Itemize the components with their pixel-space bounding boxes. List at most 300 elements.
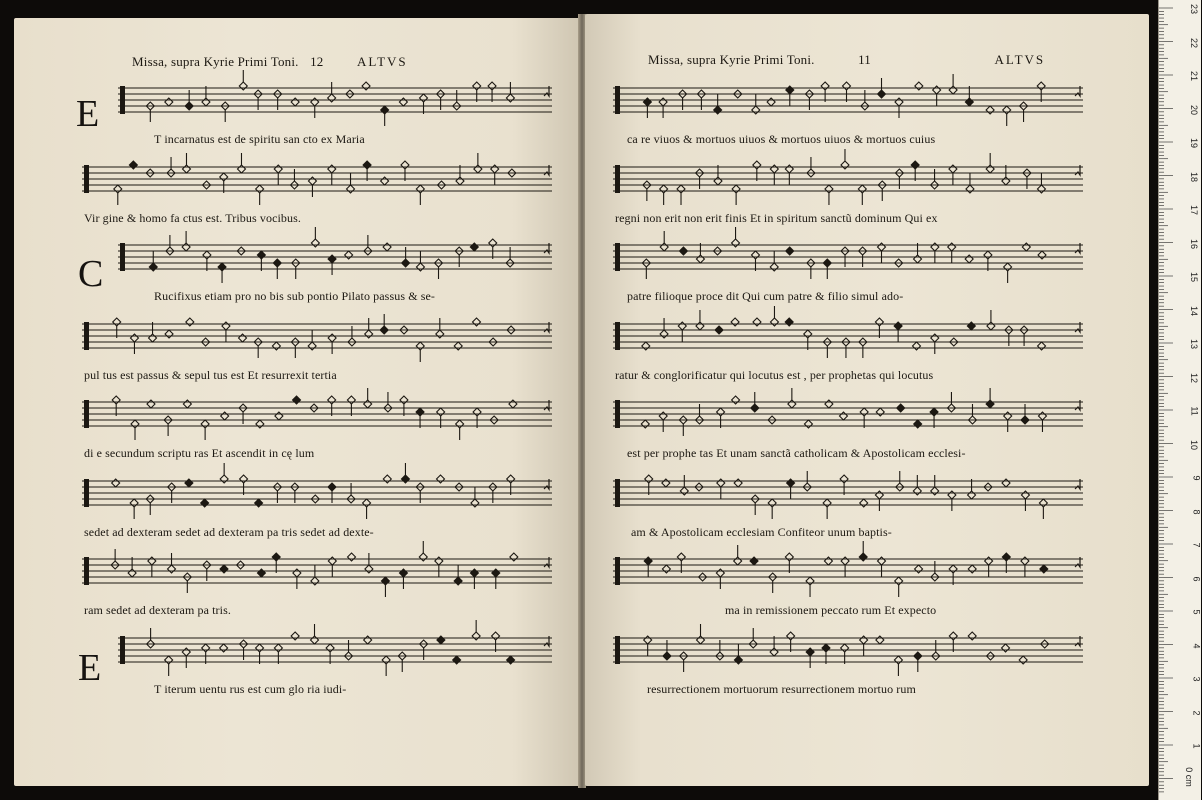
- staff-lines: [613, 626, 1083, 680]
- note-glyph: [732, 396, 740, 404]
- ruler-number: 16: [1188, 238, 1199, 249]
- note-glyph: [311, 98, 319, 118]
- note-glyph: [1022, 243, 1030, 251]
- note-glyph: [308, 177, 316, 197]
- note-glyph: [804, 330, 812, 350]
- note-glyph: [644, 557, 652, 577]
- lyric-line: Rucifixus etiam pro no bis sub pontio Pilato passus & se-: [154, 289, 436, 303]
- note-glyph: [986, 106, 994, 114]
- note-glyph: [272, 342, 280, 350]
- staff-lines: [613, 76, 1083, 130]
- note-glyph: [240, 475, 248, 495]
- note-glyph: [454, 342, 462, 350]
- note-glyph: [383, 475, 391, 483]
- note-glyph: [202, 86, 210, 106]
- note-glyph: [381, 577, 389, 597]
- note-glyph: [239, 70, 247, 90]
- note-glyph: [841, 644, 849, 664]
- lyric-line: pul tus est passus & sepul tus est Et resurrexit tertia: [84, 367, 337, 382]
- note-glyph: [715, 326, 723, 334]
- note-glyph: [220, 463, 228, 483]
- lyric-line: di e secundum scriptu ras Et ascendit in cę lum: [84, 446, 315, 460]
- ruler-number: 18: [1188, 171, 1199, 182]
- staff-lines: [613, 312, 1083, 366]
- ruler-number: 22: [1188, 37, 1199, 48]
- note-glyph: [348, 553, 356, 561]
- note-glyph: [825, 400, 833, 408]
- ruler-number: 21: [1188, 70, 1199, 82]
- note-glyph: [328, 165, 336, 185]
- note-glyph: [876, 408, 884, 416]
- note-glyph: [822, 644, 830, 664]
- note-glyph: [697, 624, 705, 644]
- note-glyph: [986, 388, 994, 408]
- note-glyph: [824, 557, 832, 565]
- note-glyph: [696, 310, 704, 330]
- note-glyph: [293, 569, 301, 589]
- note-glyph: [185, 479, 193, 487]
- note-glyph: [437, 475, 445, 483]
- note-glyph: [1003, 106, 1011, 126]
- note-glyph: [416, 342, 424, 362]
- note-glyph: [255, 499, 263, 507]
- left-page: [14, 18, 580, 786]
- staff-lines: [82, 155, 552, 209]
- note-glyph: [274, 644, 282, 664]
- note-glyph: [897, 404, 905, 412]
- note-glyph: [416, 408, 424, 428]
- note-glyph: [968, 565, 976, 573]
- left-page-number: 12: [310, 54, 324, 69]
- note-glyph: [714, 94, 722, 114]
- note-glyph: [911, 161, 919, 181]
- note-glyph: [381, 106, 389, 126]
- ruler-number: 1: [1191, 743, 1202, 749]
- note-glyph: [644, 636, 652, 656]
- lyric-line: est per prophe tas Et unam sanctã catholicam & Apostolicam ecclesi-: [627, 446, 966, 460]
- right-page: [585, 14, 1149, 786]
- note-glyph: [328, 557, 336, 577]
- staff-lines: [118, 76, 552, 130]
- ruler-number: 9: [1191, 475, 1202, 481]
- initial-letter-e: E: [76, 93, 100, 135]
- ruler-number: 17: [1188, 204, 1199, 216]
- note-glyph: [492, 632, 500, 652]
- note-glyph: [113, 318, 121, 338]
- note-glyph: [400, 396, 408, 416]
- note-glyph: [274, 165, 282, 185]
- note-glyph: [1039, 499, 1047, 519]
- note-glyph: [362, 82, 370, 90]
- note-glyph: [949, 165, 957, 185]
- note-glyph: [506, 82, 514, 102]
- note-glyph: [328, 255, 336, 275]
- ruler-number: 7: [1191, 542, 1202, 548]
- note-glyph: [436, 318, 444, 338]
- note-glyph: [474, 153, 482, 173]
- note-glyph: [643, 98, 651, 118]
- right-header-title: Missa, supra Kyrie Primi Toni.: [648, 52, 815, 67]
- note-glyph: [473, 82, 481, 102]
- lyric-line: T incarnatus est de spiritu san cto ex Maria: [154, 132, 365, 146]
- note-glyph: [363, 499, 371, 519]
- note-glyph: [878, 243, 886, 263]
- note-glyph: [201, 420, 209, 440]
- note-glyph: [968, 632, 976, 640]
- note-glyph: [363, 161, 371, 181]
- note-glyph: [291, 632, 299, 640]
- ruler-number: 10: [1188, 439, 1199, 450]
- ruler-number: 6: [1191, 575, 1202, 582]
- note-glyph: [1002, 553, 1010, 573]
- note-glyph: [507, 475, 515, 495]
- note-glyph: [660, 231, 668, 251]
- note-glyph: [1002, 165, 1010, 185]
- note-glyph: [804, 420, 812, 428]
- note-glyph: [471, 487, 479, 507]
- note-glyph: [182, 153, 190, 173]
- note-glyph: [875, 318, 883, 338]
- note-glyph: [218, 263, 226, 283]
- right-page-number: 11: [858, 52, 871, 67]
- note-glyph: [770, 165, 778, 185]
- note-glyph: [734, 545, 742, 565]
- note-glyph: [876, 636, 884, 644]
- note-glyph: [1021, 557, 1029, 577]
- note-glyph: [437, 408, 445, 428]
- note-glyph: [858, 185, 866, 205]
- lyric-line: am & Apostolicam ecclesiam Confiteor unum baptis-: [631, 524, 892, 539]
- note-glyph: [419, 541, 427, 561]
- note-glyph: [965, 255, 973, 263]
- lyric-line: patre filioque proce dit Qui cum patre & filio simul ado-: [627, 289, 904, 303]
- note-glyph: [662, 479, 670, 487]
- note-glyph: [678, 322, 686, 342]
- note-glyph: [114, 185, 122, 205]
- note-glyph: [222, 322, 230, 342]
- note-glyph: [948, 243, 956, 263]
- ruler-number: 13: [1188, 338, 1199, 350]
- note-glyph: [221, 412, 229, 420]
- note-glyph: [645, 475, 653, 495]
- note-glyph: [257, 251, 265, 271]
- note-glyph: [894, 656, 902, 676]
- note-glyph: [717, 408, 725, 428]
- note-glyph: [1002, 644, 1010, 652]
- note-glyph: [875, 491, 883, 511]
- note-glyph: [183, 400, 191, 408]
- ruler-number: 8: [1191, 508, 1202, 515]
- note-glyph: [437, 636, 445, 644]
- note-glyph: [220, 644, 228, 652]
- note-glyph: [275, 412, 283, 420]
- note-glyph: [860, 408, 868, 428]
- staff-lines: [82, 312, 552, 366]
- note-glyph: [659, 412, 667, 432]
- note-glyph: [770, 251, 778, 271]
- note-glyph: [714, 165, 722, 185]
- note-glyph: [1038, 251, 1046, 259]
- note-glyph: [328, 82, 336, 102]
- note-glyph: [328, 396, 336, 416]
- note-glyph: [308, 330, 316, 350]
- note-glyph: [507, 656, 515, 664]
- note-glyph: [365, 318, 373, 338]
- note-glyph: [786, 247, 794, 255]
- note-glyph: [456, 165, 464, 185]
- note-glyph: [148, 557, 156, 577]
- staff-lines: [613, 469, 1083, 523]
- staff-lines: [613, 233, 1083, 287]
- note-glyph: [785, 165, 793, 185]
- note-glyph: [149, 322, 157, 342]
- staff-lines: [82, 390, 552, 444]
- note-glyph: [473, 408, 481, 428]
- note-glyph: [913, 342, 921, 350]
- note-glyph: [821, 82, 829, 102]
- note-glyph: [968, 479, 976, 499]
- note-glyph: [401, 161, 409, 181]
- ruler-number: 15: [1188, 271, 1199, 283]
- lyric-line: ca re viuos & mortuos uiuos & mortuos uiuos & mortuos cuius: [627, 132, 936, 146]
- note-glyph: [642, 342, 650, 350]
- note-glyph: [509, 400, 517, 408]
- note-glyph: [381, 177, 389, 185]
- note-glyph: [949, 632, 957, 652]
- note-glyph: [201, 499, 209, 507]
- note-glyph: [641, 420, 649, 428]
- note-glyph: [165, 656, 173, 676]
- ruler-number: 5: [1191, 609, 1202, 615]
- note-glyph: [914, 243, 922, 263]
- note-glyph: [751, 251, 759, 271]
- note-glyph: [933, 86, 941, 106]
- lyric-line: Vir gine & homo fa ctus est. Tribus vocibus.: [84, 210, 302, 225]
- note-glyph: [470, 569, 478, 589]
- note-glyph: [168, 553, 176, 573]
- note-glyph: [186, 318, 194, 326]
- note-glyph: [841, 149, 849, 169]
- note-glyph: [165, 98, 173, 106]
- note-glyph: [985, 557, 993, 577]
- note-glyph: [965, 86, 973, 106]
- note-glyph: [930, 408, 938, 428]
- note-glyph: [1038, 342, 1046, 350]
- note-glyph: [786, 86, 794, 106]
- note-glyph: [717, 479, 725, 499]
- note-glyph: [416, 251, 424, 271]
- lyric-line: resurrectionem mortuorum resurrectionem mortuo rum: [647, 681, 916, 696]
- note-glyph: [165, 330, 173, 338]
- note-glyph: [293, 396, 301, 404]
- note-glyph: [660, 185, 668, 205]
- note-glyph: [257, 569, 265, 577]
- note-glyph: [753, 318, 761, 326]
- note-glyph: [311, 624, 319, 644]
- ruler-number: 3: [1191, 676, 1202, 682]
- note-glyph: [237, 153, 245, 173]
- note-glyph: [365, 553, 373, 573]
- note-glyph: [510, 553, 518, 561]
- note-glyph: [785, 318, 793, 326]
- note-glyph: [679, 247, 687, 255]
- note-glyph: [731, 318, 739, 326]
- note-glyph: [1004, 263, 1012, 283]
- note-glyph: [472, 620, 480, 640]
- note-glyph: [894, 322, 902, 342]
- note-glyph: [147, 400, 155, 408]
- note-glyph: [220, 565, 228, 573]
- ruler-number: 19: [1188, 137, 1199, 149]
- note-glyph: [328, 334, 336, 354]
- note-glyph: [492, 569, 500, 589]
- note-glyph: [326, 644, 334, 664]
- note-glyph: [220, 173, 228, 193]
- note-glyph: [489, 239, 497, 259]
- note-glyph: [272, 553, 280, 573]
- staff-lines: [118, 626, 552, 680]
- note-glyph: [1021, 491, 1029, 511]
- note-glyph: [128, 557, 136, 577]
- note-glyph: [750, 557, 758, 565]
- note-glyph: [931, 334, 939, 354]
- note-glyph: [202, 644, 210, 664]
- note-glyph: [182, 648, 190, 668]
- note-glyph: [840, 475, 848, 495]
- note-glyph: [435, 557, 443, 577]
- ruler-number: 11: [1189, 406, 1200, 416]
- note-glyph: [129, 161, 137, 169]
- note-glyph: [311, 565, 319, 585]
- note-glyph: [382, 656, 390, 676]
- left-voice-label: ALTVS: [356, 54, 408, 69]
- note-glyph: [734, 644, 742, 664]
- note-glyph: [491, 165, 499, 185]
- note-glyph: [949, 565, 957, 585]
- note-glyph: [696, 243, 704, 263]
- note-glyph: [131, 420, 139, 440]
- staff-lines: [82, 469, 552, 523]
- note-glyph: [182, 231, 190, 251]
- note-glyph: [399, 98, 407, 106]
- note-glyph: [130, 334, 138, 354]
- note-glyph: [734, 479, 742, 487]
- note-glyph: [680, 475, 688, 495]
- note-glyph: [843, 82, 851, 102]
- note-glyph: [659, 98, 667, 118]
- ruler-number: 23: [1188, 3, 1199, 15]
- note-glyph: [345, 251, 353, 259]
- note-glyph: [473, 318, 481, 326]
- left-page-header: [132, 54, 408, 70]
- note-glyph: [470, 243, 478, 251]
- right-voice-label: ALTVS: [994, 52, 1046, 67]
- note-glyph: [895, 98, 903, 118]
- note-glyph: [859, 541, 867, 561]
- note-glyph: [677, 185, 685, 205]
- note-glyph: [732, 185, 740, 205]
- initial-letter-e: E: [78, 647, 102, 689]
- note-glyph: [1019, 656, 1027, 664]
- note-glyph: [416, 185, 424, 205]
- note-glyph: [291, 98, 299, 106]
- note-glyph: [677, 553, 685, 573]
- note-glyph: [825, 185, 833, 205]
- note-glyph: [347, 396, 355, 416]
- note-glyph: [364, 636, 372, 644]
- lyric-line: regni non erit non erit finis Et in spiritum sanctũ dominum Qui ex: [615, 210, 938, 225]
- note-glyph: [770, 306, 778, 326]
- note-glyph: [112, 479, 120, 487]
- note-glyph: [256, 420, 264, 428]
- staff-lines: [613, 155, 1083, 209]
- note-glyph: [823, 499, 831, 519]
- note-glyph: [130, 499, 138, 519]
- note-glyph: [1037, 173, 1045, 193]
- note-glyph: [860, 499, 868, 507]
- staff-lines: [82, 547, 552, 601]
- note-glyph: [399, 569, 407, 589]
- staff-lines: [613, 547, 1083, 601]
- note-glyph: [967, 322, 975, 330]
- note-glyph: [239, 334, 247, 342]
- note-glyph: [770, 636, 778, 656]
- note-glyph: [915, 82, 923, 90]
- note-glyph: [878, 557, 886, 577]
- ruler-number: 12: [1188, 372, 1199, 383]
- note-glyph: [753, 161, 761, 181]
- ruler-number: 2: [1191, 709, 1202, 716]
- note-glyph: [401, 463, 409, 483]
- note-glyph: [987, 310, 995, 330]
- note-glyph: [1040, 565, 1048, 573]
- note-glyph: [454, 565, 462, 585]
- note-glyph: [732, 227, 740, 247]
- initial-letter-c: C: [78, 253, 104, 295]
- note-glyph: [1004, 412, 1012, 432]
- note-glyph: [456, 420, 464, 440]
- note-glyph: [966, 173, 974, 193]
- note-glyph: [787, 479, 795, 499]
- note-glyph: [453, 656, 461, 664]
- note-glyph: [839, 412, 847, 420]
- note-glyph: [986, 153, 994, 173]
- note-glyph: [752, 94, 760, 114]
- staff-lines: [613, 390, 1083, 444]
- lyric-line: ma in remissionem peccato rum Et expecto: [725, 603, 937, 617]
- note-glyph: [984, 251, 992, 271]
- note-glyph: [787, 632, 795, 652]
- note-glyph: [785, 553, 793, 573]
- note-glyph: [841, 557, 849, 577]
- note-glyph: [914, 420, 922, 428]
- staff-lines: [118, 233, 552, 287]
- ruler-unit-label: 0 cm: [1184, 767, 1195, 787]
- note-glyph: [364, 388, 372, 408]
- lyric-line: T iterum uentu rus est cum glo ria iudi-: [154, 681, 347, 696]
- note-glyph: [806, 577, 814, 597]
- note-glyph: [716, 569, 724, 589]
- lyric-line: sedet ad dexteram sedet ad dexteram pa tris sedet ad dexte-: [84, 524, 374, 539]
- right-page-header: [648, 52, 1045, 68]
- ruler-number: 4: [1191, 642, 1202, 649]
- ruler-number: 20: [1188, 104, 1199, 115]
- note-glyph: [1037, 82, 1045, 102]
- note-glyph: [806, 648, 814, 668]
- note-glyph: [913, 475, 921, 495]
- note-glyph: [1038, 412, 1046, 432]
- note-glyph: [949, 74, 957, 94]
